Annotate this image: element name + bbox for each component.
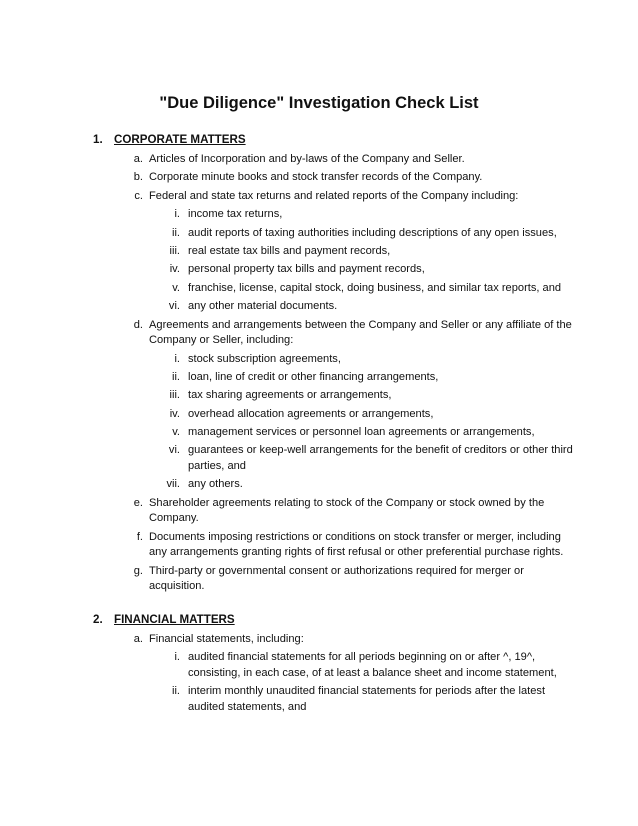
item-text: overhead allocation agreements or arrangements,: [188, 407, 434, 420]
item-marker: v.: [172, 426, 180, 439]
section-number: 2.: [93, 612, 103, 626]
item-text: management services or personnel loan agreements or arrangements,: [188, 426, 535, 439]
list-subitem: [0, 370, 638, 386]
item-marker: iii.: [169, 244, 180, 257]
item-marker: c.: [134, 189, 143, 202]
list-item: [0, 564, 638, 595]
list-subitem: [0, 299, 638, 315]
list-subitem: [0, 352, 638, 368]
section-title: CORPORATE MATTERS: [114, 133, 246, 146]
item-text: Federal and state tax returns and related reports of the Company including:: [149, 189, 519, 202]
item-marker: i.: [174, 208, 180, 221]
section-title: FINANCIAL MATTERS: [114, 612, 235, 626]
list-subitem: [0, 388, 638, 404]
item-text: Financial statements, including:: [149, 632, 304, 645]
item-text: Articles of Incorporation and by-laws of the Company and Seller.: [149, 153, 465, 165]
list-subitem: [0, 281, 638, 297]
list-item: [0, 496, 638, 527]
list-subitem: [0, 226, 638, 242]
item-marker: a.: [133, 153, 143, 165]
item-marker: vii.: [166, 478, 180, 491]
item-marker: ii.: [171, 226, 180, 239]
item-marker: iii.: [169, 389, 180, 402]
item-marker: e.: [133, 496, 143, 509]
item-text: stock subscription agreements,: [188, 352, 341, 365]
item-text: audited financial statements for all periods beginning on or after ^, 19^, consisting, in each case, of at least a balance sheet and income statement,: [188, 651, 557, 679]
list-item: [0, 189, 638, 205]
list-item: [0, 152, 638, 168]
item-marker: a.: [133, 632, 143, 645]
item-text: tax sharing agreements or arrangements,: [188, 389, 392, 402]
list-item: [0, 530, 638, 561]
item-text: audit reports of taxing authorities including descriptions of any open issues,: [188, 226, 557, 239]
item-text: Shareholder agreements relating to stock of the Company or stock owned by the Company.: [149, 496, 545, 525]
item-marker: g.: [133, 564, 143, 577]
item-text: guarantees or keep-well arrangements for the benefit of creditors or other third parties, and: [188, 444, 573, 473]
list-subitem: [0, 244, 638, 260]
list-subitem: [0, 207, 638, 223]
item-text: Documents imposing restrictions or conditions on stock transfer or merger, including any arrangements granting rights of first refusal or other preferential purchase rights.: [149, 530, 564, 559]
item-text: loan, line of credit or other financing arrangements,: [188, 370, 439, 383]
list-subitem: [0, 425, 638, 441]
item-text: personal property tax bills and payment records,: [188, 263, 425, 276]
list-subitem: [0, 684, 638, 715]
list-item: [0, 318, 638, 349]
list-subitem: [0, 407, 638, 423]
list-item: [0, 170, 638, 186]
item-marker: ii.: [171, 370, 180, 383]
section-heading: [0, 131, 638, 149]
section-heading: [0, 611, 638, 629]
section: [0, 131, 638, 595]
section-number: 1.: [93, 133, 103, 146]
item-text: Agreements and arrangements between the Company and Seller or any affiliate of the Company or Seller, including:: [149, 318, 572, 347]
page-title: "Due Diligence" Investigation Check List: [159, 94, 479, 112]
item-text: real estate tax bills and payment records,: [188, 244, 391, 257]
list-subitem: [0, 443, 638, 474]
item-marker: i.: [174, 651, 180, 664]
item-marker: v.: [172, 281, 180, 294]
item-marker: vi.: [168, 444, 180, 457]
item-text: interim monthly unaudited financial statements for periods after the latest audited statements, and: [188, 685, 546, 713]
list-item: [0, 632, 638, 648]
item-marker: ii.: [171, 685, 180, 698]
list-subitem: [0, 650, 638, 681]
item-marker: vi.: [168, 300, 180, 313]
list-subitem: [0, 262, 638, 278]
item-marker: i.: [174, 352, 180, 365]
item-text: Corporate minute books and stock transfer records of the Company.: [149, 171, 483, 184]
section: [0, 611, 638, 716]
item-text: Third-party or governmental consent or authorizations required for merger or acquisition.: [149, 564, 524, 593]
list-subitem: [0, 477, 638, 493]
item-text: income tax returns,: [188, 208, 283, 221]
item-text: franchise, license, capital stock, doing business, and similar tax reports, and: [188, 281, 562, 294]
item-marker: d.: [133, 318, 143, 331]
checklist-body: [0, 131, 638, 732]
item-marker: f.: [136, 530, 143, 543]
item-text: any others.: [188, 478, 243, 491]
item-marker: b.: [133, 171, 143, 184]
item-text: any other material documents.: [188, 300, 338, 313]
item-marker: iv.: [169, 263, 180, 276]
item-marker: iv.: [169, 407, 180, 420]
